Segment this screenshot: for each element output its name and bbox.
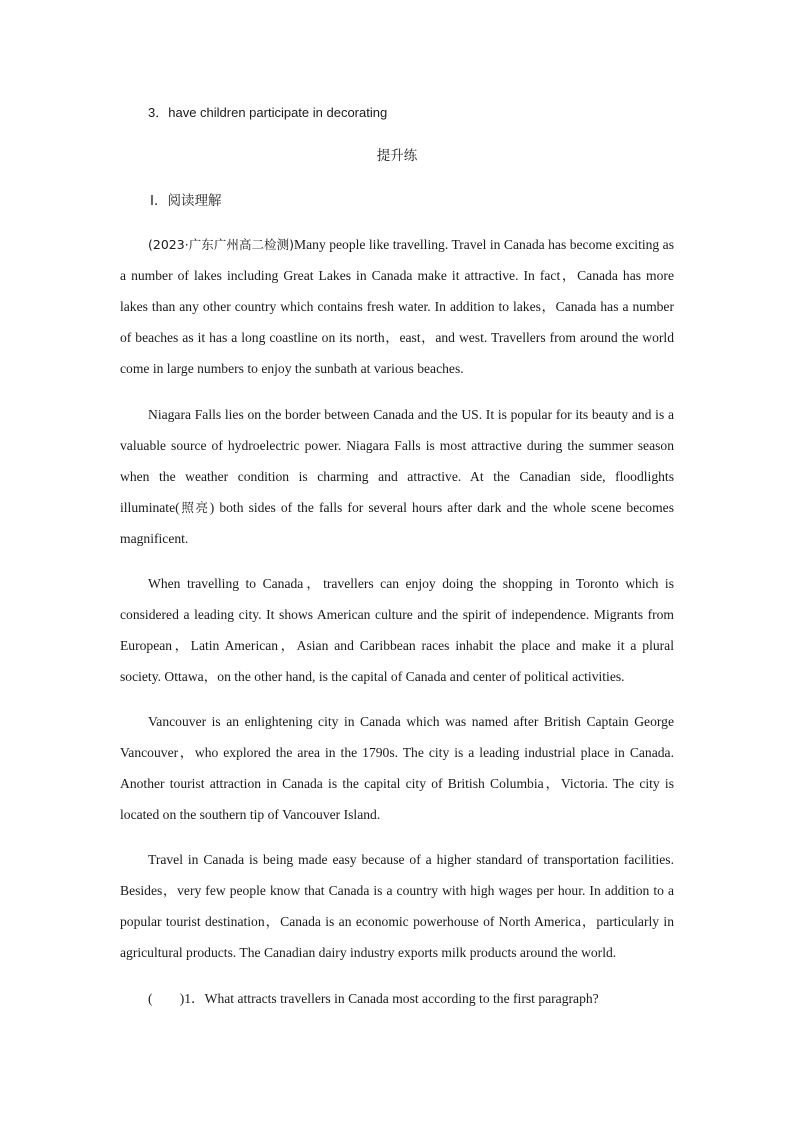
exercise-item-3: 3．have children participate in decorating xyxy=(148,105,388,120)
passage-paragraph-3: When travelling to Canada，travellers can enjoy doing the shopping in Toronto which is considered a leading city. It shows American culture and the spirit of independence. Migrants from European，Latin American，Asian and Caribbean races inhabit the place and make it a plural society. Ottawa，on the other hand, is the capital of Canada and center of political activities. xyxy=(120,576,674,684)
passage-paragraph-5: Travel in Canada is being made easy because of a higher standard of transportation facilities. Besides，very few people know that Canada is a country with high wages per hour. In addition to a popular tourist destination，Canada is an economic powerhouse of North America，particularly in agricultural products. The Canadian dairy industry exports milk products around the world. xyxy=(120,852,674,960)
word-gloss: 照亮 xyxy=(179,500,210,515)
paragraph-2-text-a: Niagara Falls lies on the border between Canada and the US. It is popular for its beauty and is a valuable source of hydroelectric power. Niagara Falls is most attractive during the summer season when the weather condition is charming and attractive. At the Canadian side, floodlights illuminate( xyxy=(120,407,674,515)
passage-paragraph-2 xyxy=(120,399,674,554)
section-title: 提升练 xyxy=(376,148,418,164)
passage-paragraph-1 xyxy=(120,229,674,384)
paragraph-1-text: Many people like travelling. Travel in Canada has become exciting as a number of lakes including Great Lakes in Canada make it attractive. In fact，Canada has more lakes than any other country which contains fresh water. In addition to lakes，Canada has a number of beaches as it has a long coastline on its north，east，and west. Travellers from around the world come in large numbers to enjoy the sunbath at various beaches. xyxy=(120,237,674,376)
question-1-text: 1．What attracts travellers in Canada most according to the first paragraph? xyxy=(184,991,599,1006)
reading-comprehension-heading: Ⅰ．阅读理解 xyxy=(150,193,222,209)
passage-paragraph-4: Vancouver is an enlightening city in Canada which was named after British Captain George Vancouver，who explored the area in the 1790s. The city is a leading industrial place in Canada. Another tourist attraction in Canada is the capital city of British Columbia，Victoria. The city is located on the southern tip of Vancouver Island. xyxy=(120,714,674,822)
answer-blank[interactable]: ( ) xyxy=(148,991,185,1006)
paragraph-2-text-b: ) both sides of the falls for several hours after dark and the whole scene becomes magnificent. xyxy=(120,500,674,546)
passage-source: (2023·广东广州高二检测) xyxy=(148,237,295,252)
question-1 xyxy=(148,989,599,1009)
